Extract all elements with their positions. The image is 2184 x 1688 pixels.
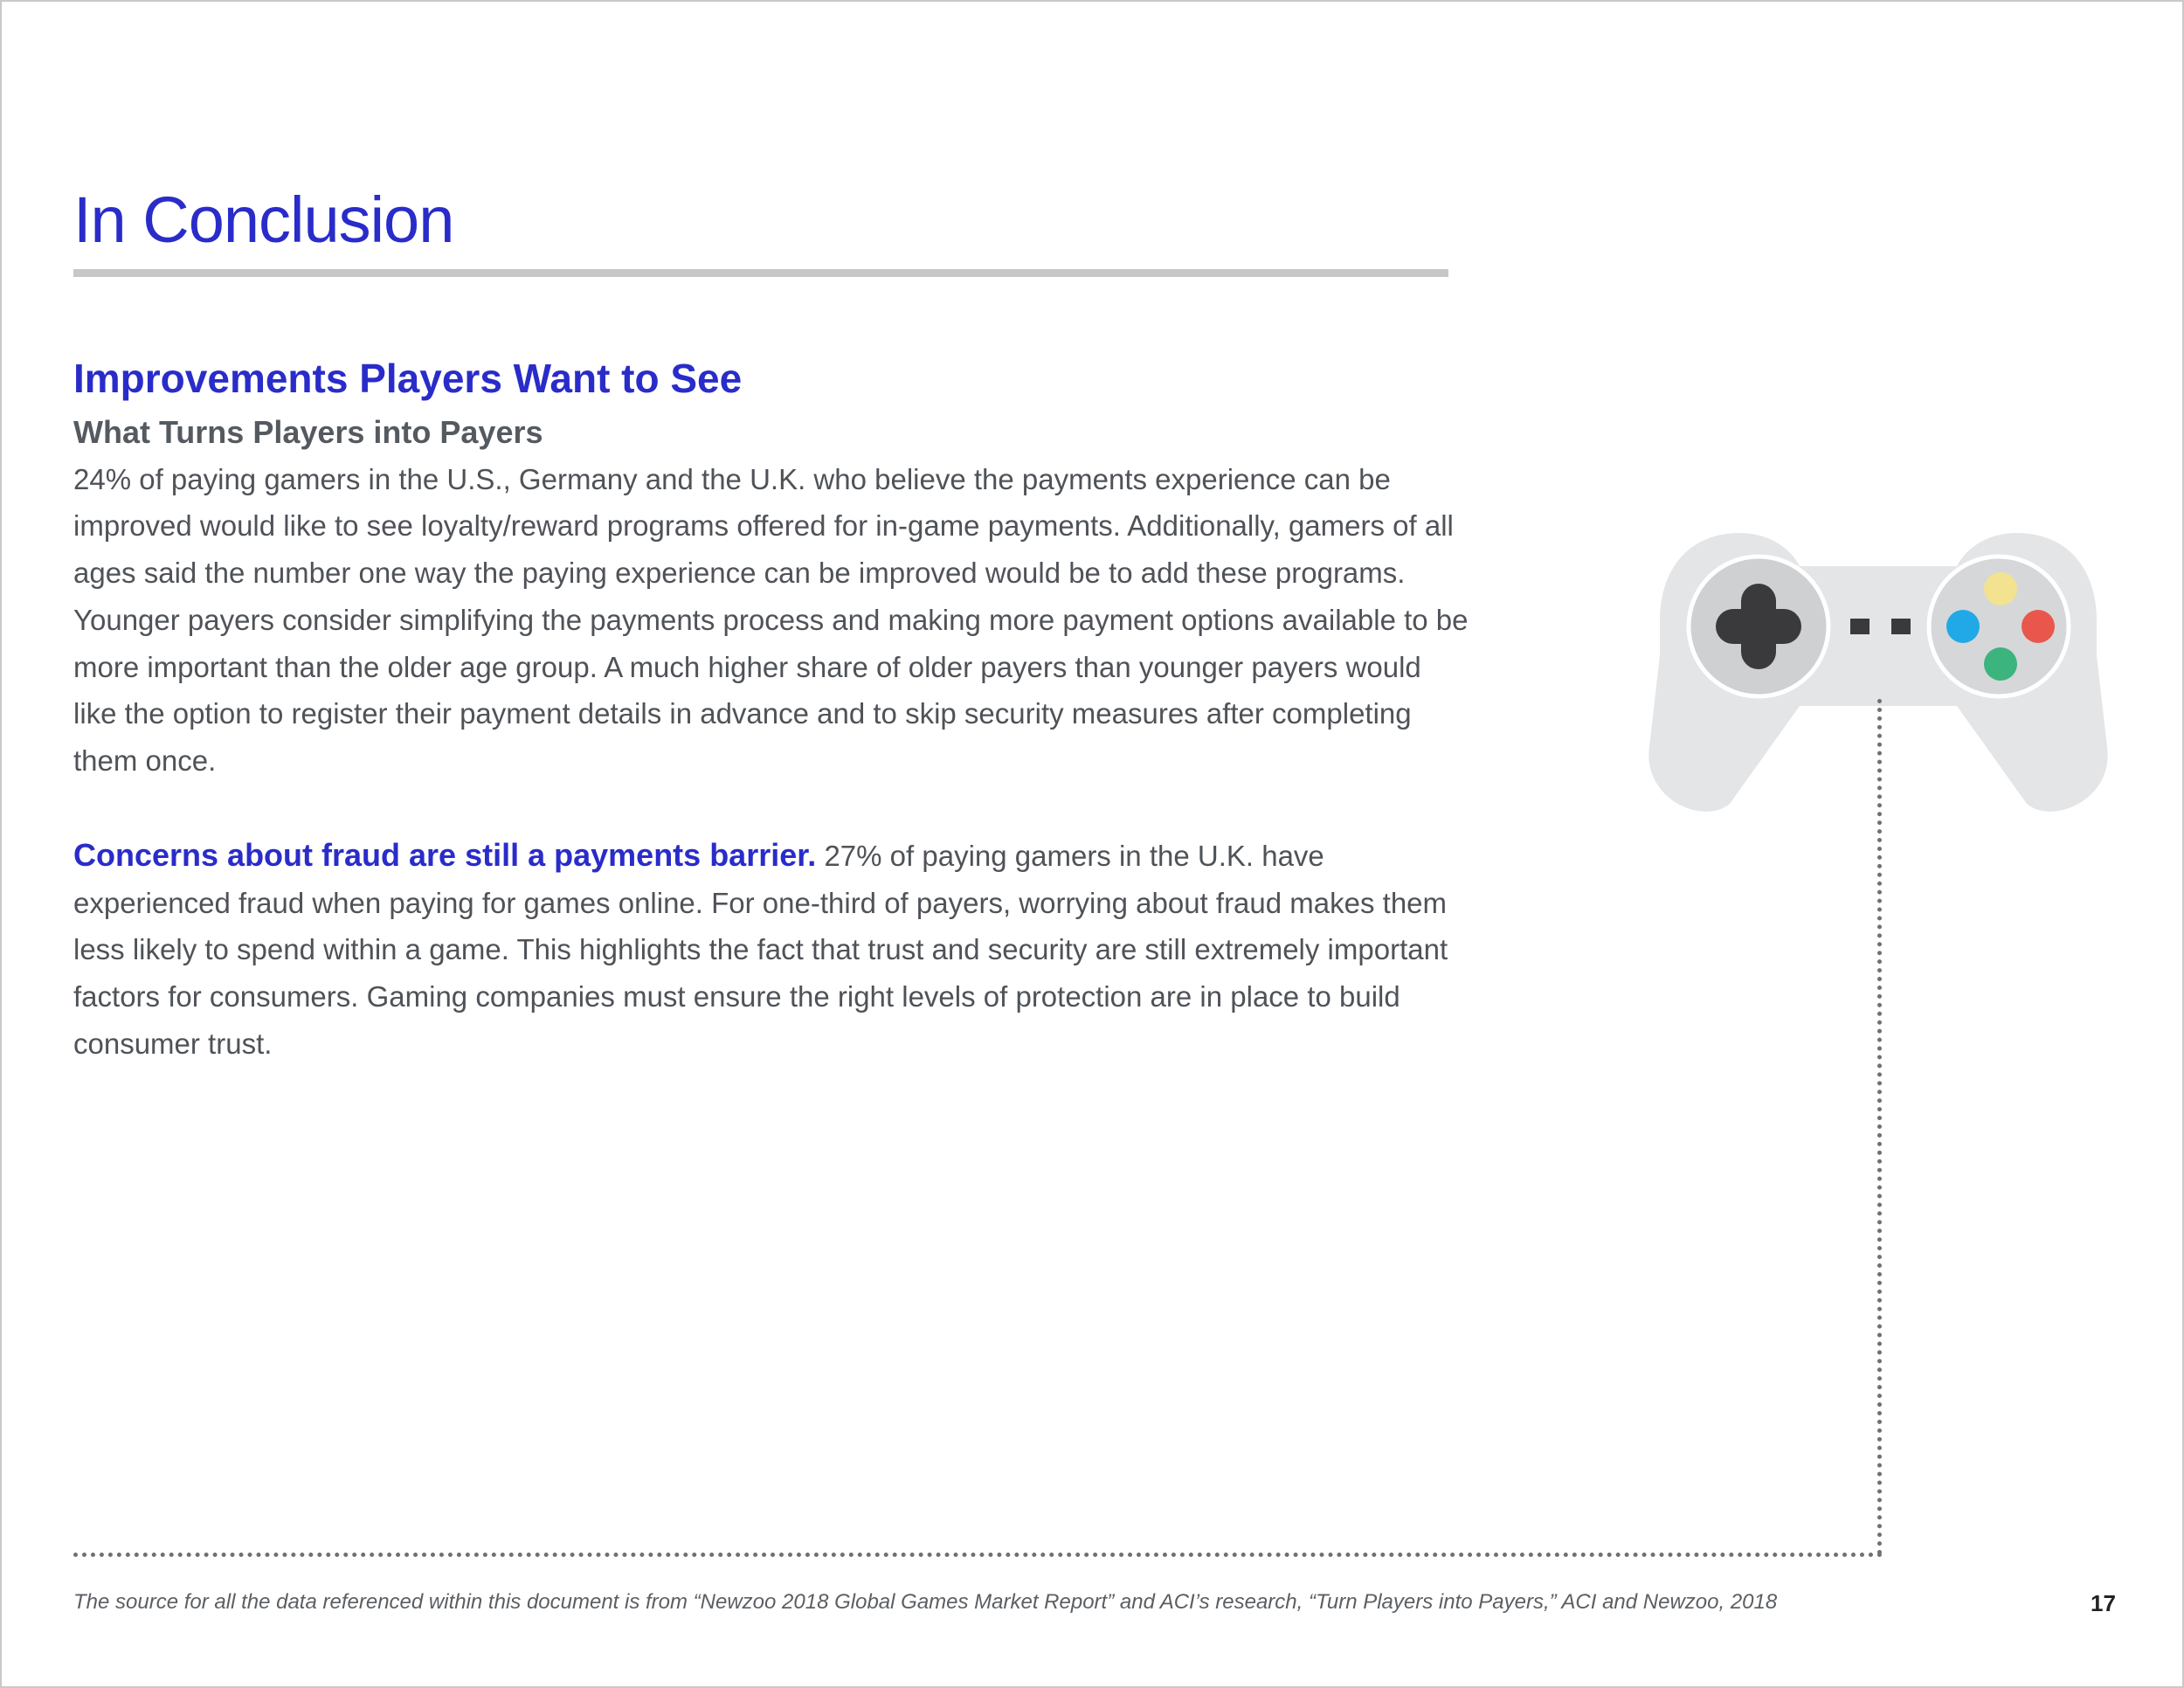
red-button-icon [2022,610,2055,643]
green-button-icon [1984,647,2017,681]
section-body: 24% of paying gamers in the U.S., Germany and the U.K. who believe the payments experience can be improved would like to see loyalty/reward programs offered for in-game payments. Additionally, gamers of all ages said the number one way the paying experience can be improved would be to add these programs. Younger payers consider simplifying the payments process and making more payment options available to be more important than the older age group. A much higher share of older payers than younger payers would like the option to register their payment details in advance and to skip security measures after completing them once. [73,462,1469,777]
section-fraud-concerns [73,832,1471,1068]
section-players-into-payers [73,409,1471,785]
fraud-body: 27% of paying gamers in the U.K. have experienced fraud when paying for games online. For one-third of payers, worrying about fraud makes them less likely to spend within a game. This highlights the fact that trust and security are still extremely important factors for consumers. Gaming companies must ensure the right levels of protection are in place to build consumer trust. [73,840,1448,1060]
yellow-button-icon [1984,572,2017,605]
title-divider [73,269,1448,277]
start-button [1891,619,1911,634]
source-citation: The source for all the data referenced within this document is from “Newzoo 2018 Global Games Market Report” and ACI’s research, “Turn Players into Payers,” ACI and Newzoo, 2018 [73,1590,1778,1614]
page-number: 17 [2091,1590,2116,1616]
vertical-dotted-connector [1877,699,1882,1555]
blue-button-icon [1946,610,1980,643]
section-subtitle: Improvements Players Want to See [73,356,743,402]
section-heading: What Turns Players into Payers [73,414,543,450]
fraud-lead: Concerns about fraud are still a payments barrier. [73,837,817,873]
page-title: In Conclusion [73,183,454,256]
select-button [1850,619,1870,634]
footer-dotted-rule [73,1553,1883,1557]
